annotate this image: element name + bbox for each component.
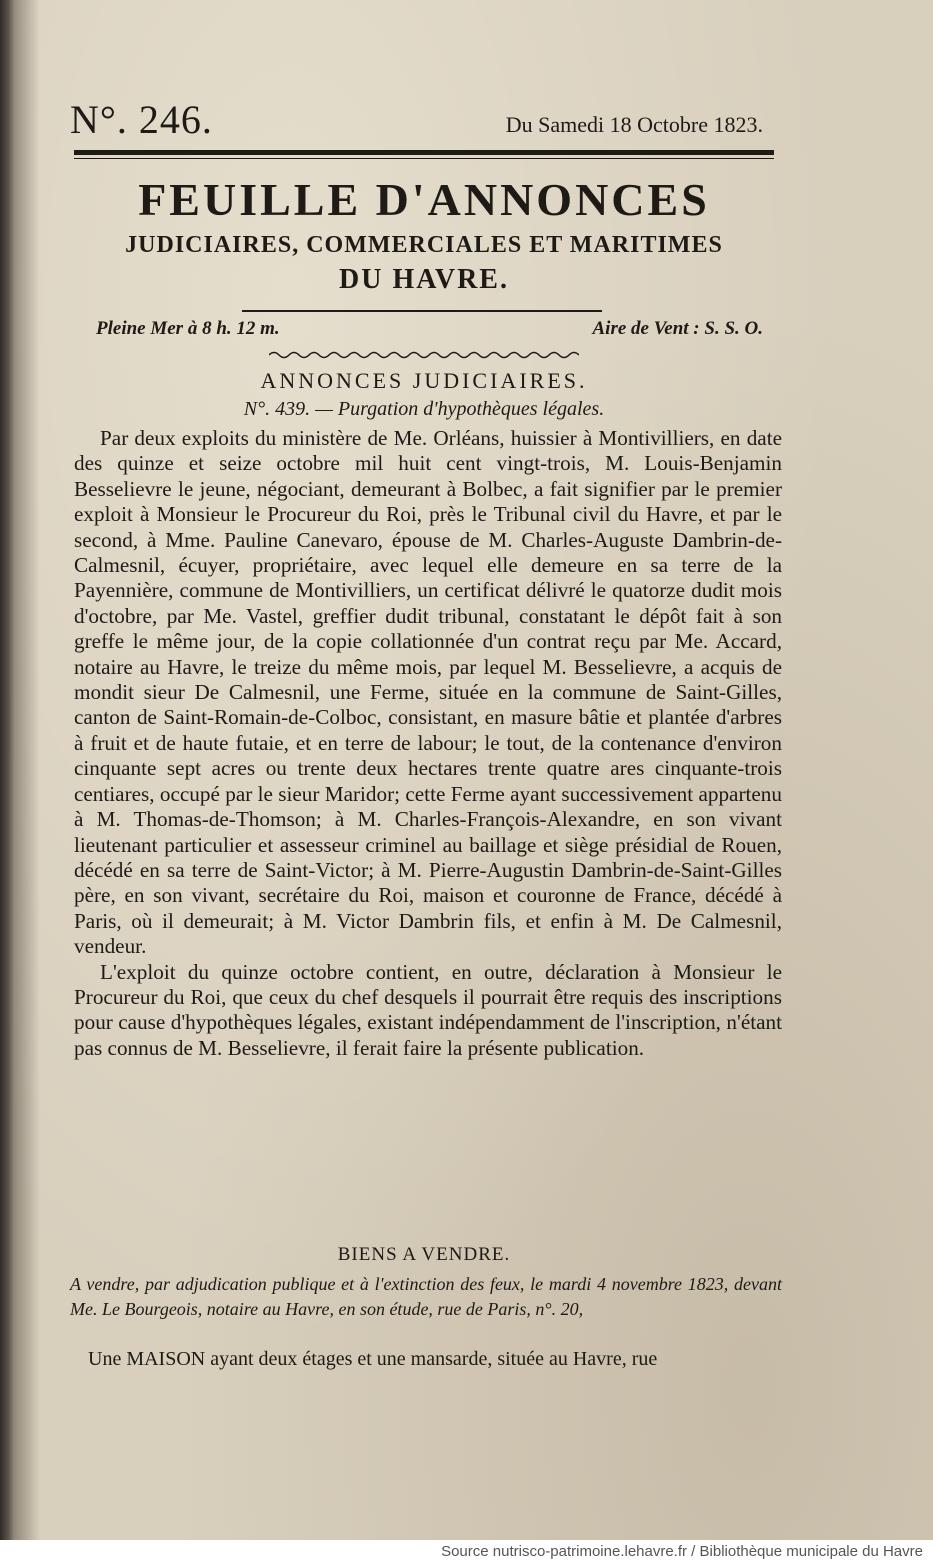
masthead-rule <box>242 310 602 312</box>
masthead-subtitle: JUDICIAIRES, COMMERCIALES ET MARITIMES <box>125 232 723 258</box>
notice-title: N°. 439. — Purgation d'hypothèques légales. <box>243 398 605 420</box>
wind-info: Aire de Vent : S. S. O. <box>592 318 763 339</box>
sale-item: Une MAISON ayant deux étages et une mansarde, située au Havre, rue <box>88 1348 658 1370</box>
sale-intro: A vendre, par adjudication publique et à l'extinction des feux, le mardi 4 novembre 1823, devant Me. Le Bourgeois, notaire au Havre, en son étude, rue de Paris, n°. 20, <box>70 1274 782 1319</box>
source-footer <box>0 1540 933 1566</box>
newspaper-page <box>14 0 933 1540</box>
masthead-city: DU HAVRE. <box>339 264 509 295</box>
header-rule-thick <box>74 150 774 155</box>
issue-date: Du Samedi 18 Octobre 1823. <box>505 112 763 137</box>
masthead-title: FEUILLE D'ANNONCES <box>138 174 710 225</box>
gutter-shadow <box>14 0 40 1540</box>
issue-number: N°. 246. <box>70 97 213 142</box>
section-heading-sales: BIENS A VENDRE. <box>337 1244 511 1265</box>
notice-body <box>74 426 782 1061</box>
section-heading-judicial: ANNONCES JUDICIAIRES. <box>260 368 588 393</box>
notice-paragraph-2: L'exploit du quinze octobre contient, en outre, déclaration à Monsieur le Procureur du Roi, que ceux du chef desquels il pourrait être requis des inscriptions pour cause d'hypothèques légales, existant indépendamment de l'inscription, n'étant pas connus de M. Besselievre, il ferait faire la présente publication. <box>74 959 782 1060</box>
header-rule-thin <box>74 158 774 159</box>
ornamental-divider <box>269 350 579 360</box>
source-credit: Source nutrisco-patrimoine.lehavre.fr / Bibliothèque municipale du Havre <box>441 1543 923 1560</box>
book-binding <box>0 0 14 1540</box>
tide-info: Pleine Mer à 8 h. 12 m. <box>96 318 280 339</box>
notice-paragraph-1: Par deux exploits du ministère de Me. Orléans, huissier à Montivilliers, en date des quinze et seize octobre mil huit cent vingt-trois, M. Louis-Benjamin Besselievre le jeune, négociant, demeurant à Bolbec, a fait signifier par le premier exploit à Monsieur le Procureur du Roi, près le Tribunal civil du Havre, et par le second, à Mme. Pauline Canevaro, épouse de M. Charles-Auguste Dambrin-de-Calmesnil, écuyer, propriétaire, avec lequel elle demeure en sa terre de la Payennière, commune de Montivilliers, un certificat délivré le quatorze dudit mois d'octobre, par Me. Vastel, greffier dudit tribunal, constatant le dépôt fait à son greffe le même jour, de la copie collationnée d'un contrat reçu par Me. Accard, notaire au Havre, le treize du même mois, par lequel M. Besselievre, a acquis de mondit sieur De Calmesnil, une Ferme, située en la commune de Saint-Gilles, canton de Saint-Romain-de-Colboc, consistant, en masure bâtie et plantée d'arbres à fruit et de haute futaie, et en terre de labour; le tout, de la contenance d'environ cinquante sept acres ou trente deux hectares trente quatre ares cinquante-trois centiares, occupé par le sieur Maridor; cette Ferme ayant successivement appartenu à M. Thomas-de-Thomson; à M. Charles-François-Alexandre, en son vivant lieutenant particulier et assesseur criminel au baillage et siège présidial de Rouen, décédé en sa terre de Saint-Victor; à M. Pierre-Augustin Dambrin-de-Saint-Gilles père, en son vivant, secrétaire du Roi, maison et couronne de France, décédé à Paris, où il demeurait; à M. Victor Dambrin fils, et enfin à M. De Calmesnil, vendeur. <box>74 426 782 959</box>
